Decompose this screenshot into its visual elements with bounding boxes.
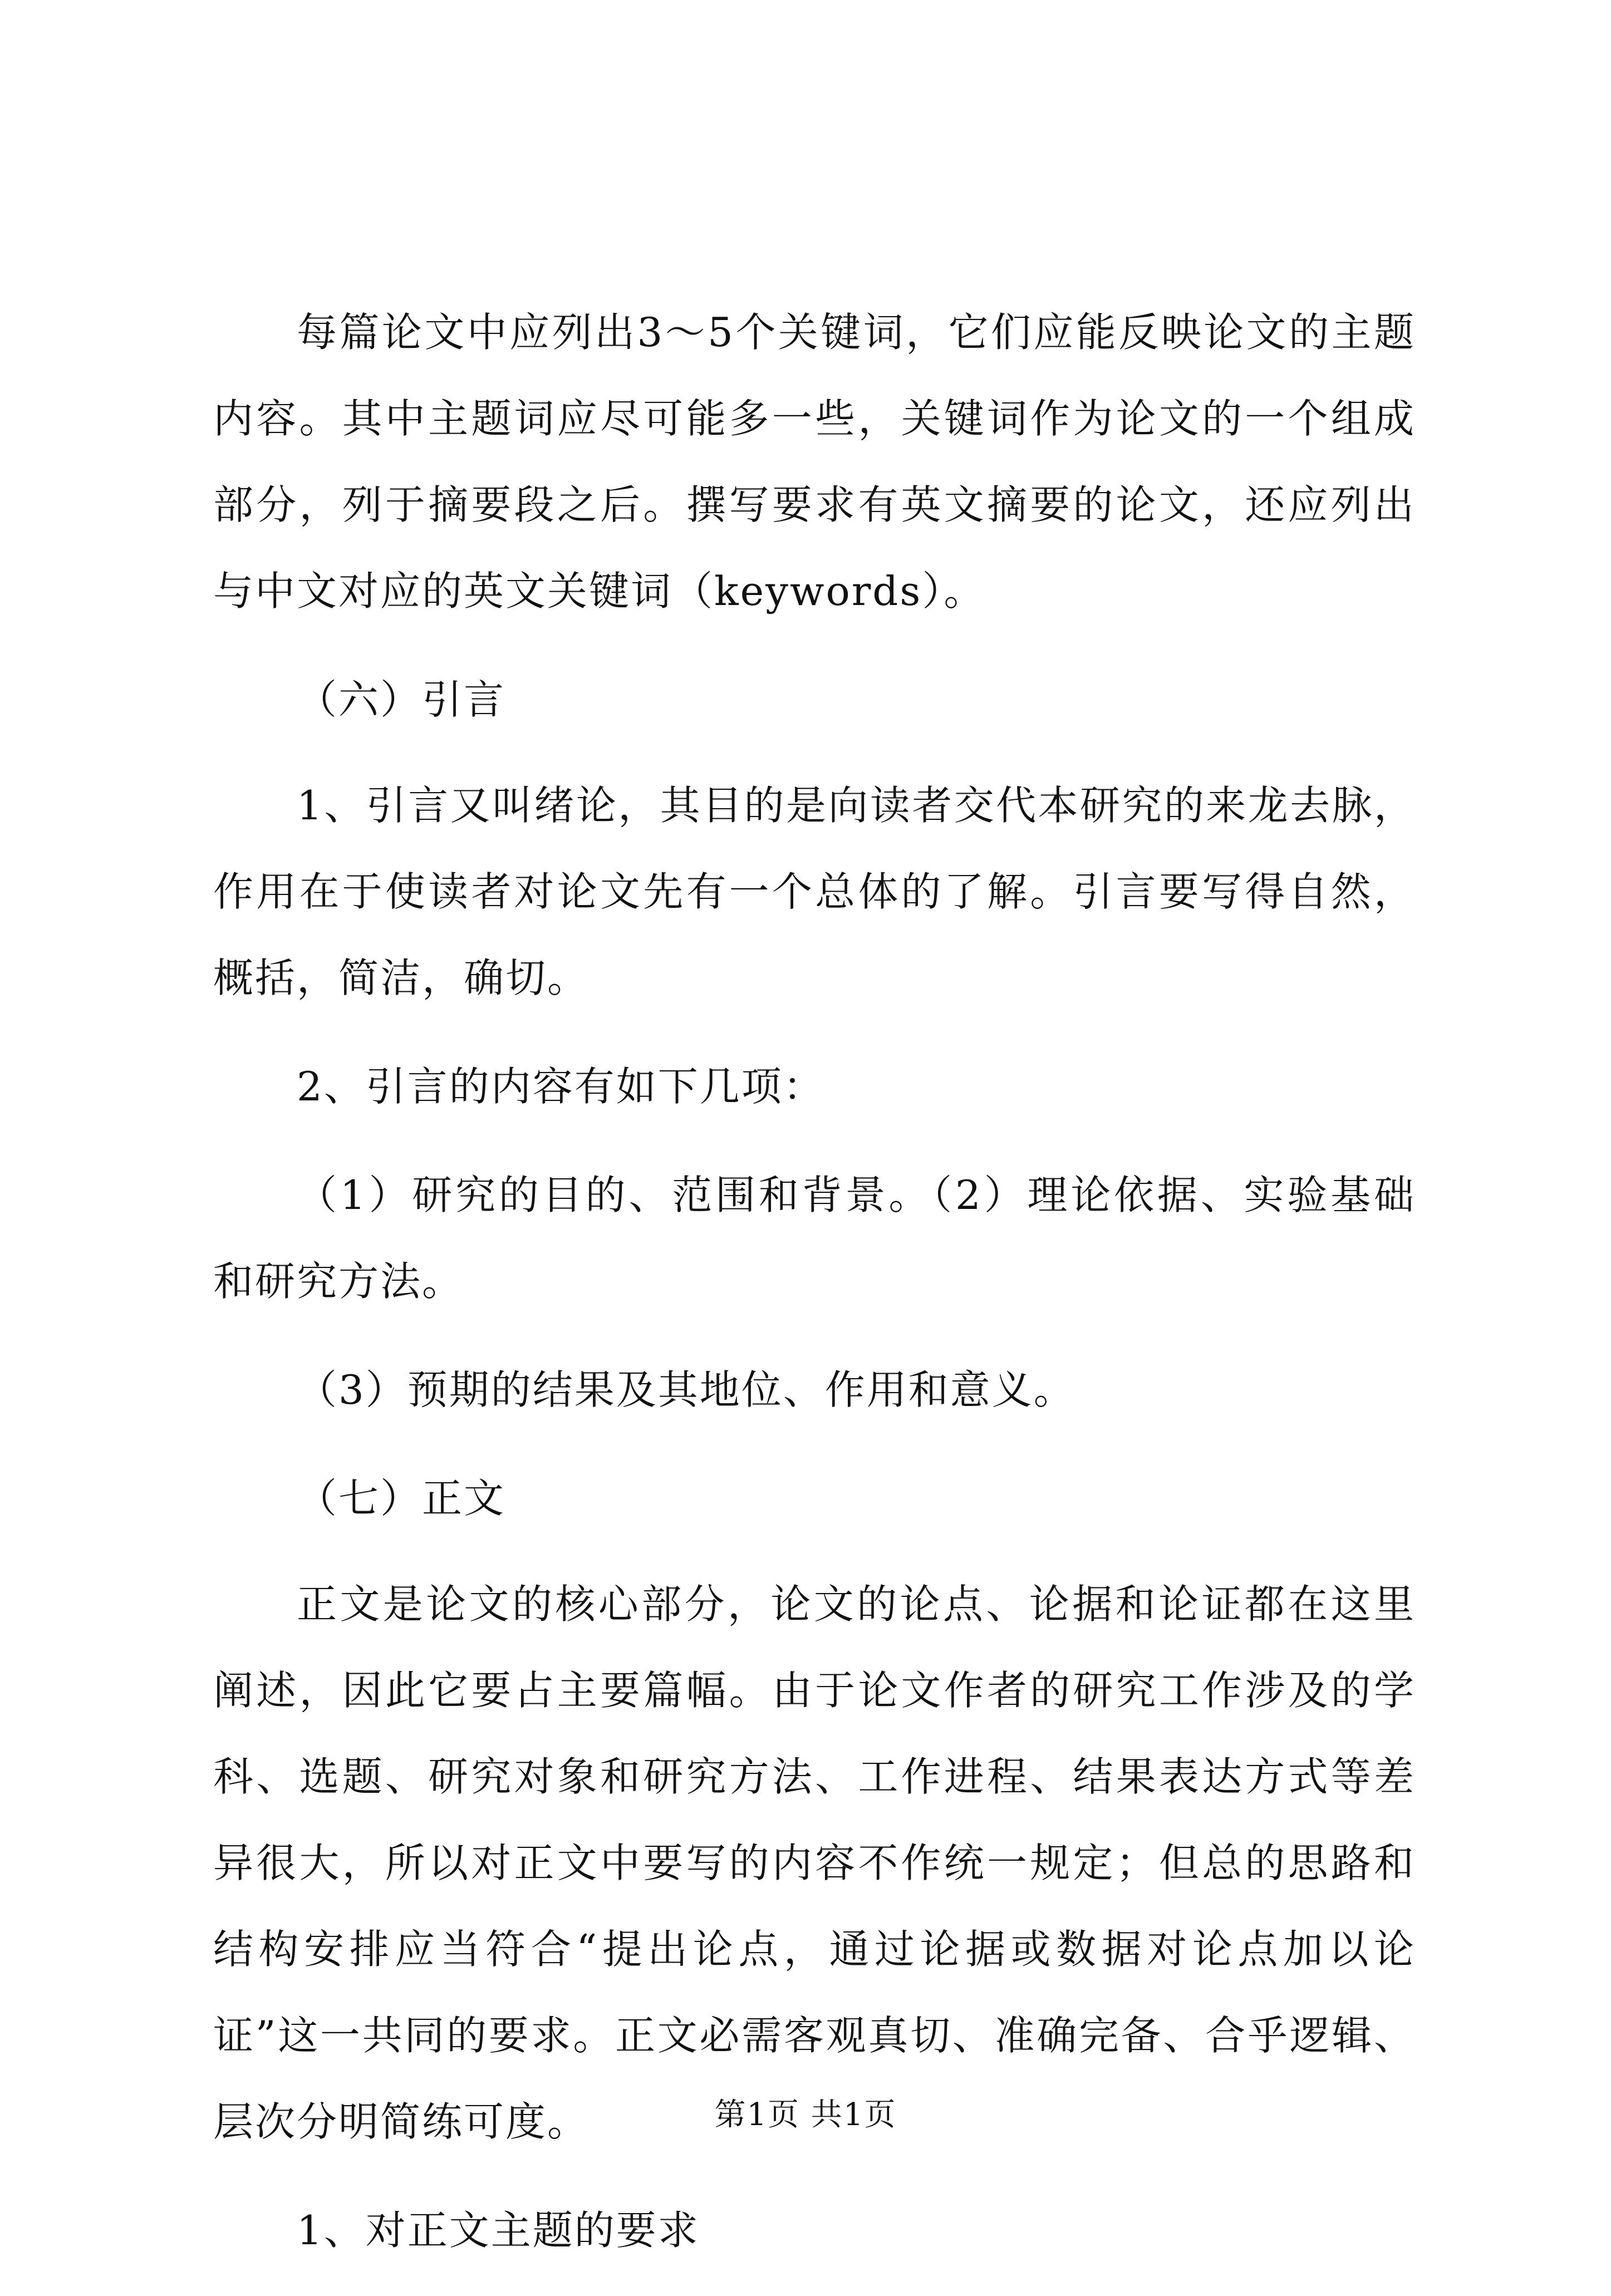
page-footer: 第1页 共1页 (714, 2097, 897, 2133)
section-heading-introduction: （六）引言 (297, 676, 506, 723)
main-text-subheading: 1、对正文主题的要求 (297, 2207, 700, 2254)
introduction-items-1-2: （1）研究的目的、范围和背景。（2）理论依据、实验基础和研究方法。 (213, 1172, 1416, 1305)
introduction-item-3: （3）预期的结果及其地位、作用和意义。 (297, 1366, 1075, 1413)
main-text-paragraph: 正文是论文的核心部分，论文的论点、论据和论证都在这里阐述，因此它要占主要篇幅。由于论文作者的研究工作涉及的学科、选题、研究对象和研究方法、工作进程、结果表达方式等差异很大，所以对正文中要写的内容不作统一规定；但总的思路和结构安排应当符合“提出论点，通过论据或数据对论点加以论证”这一共同的要求。正文必需客观真切、准确完备、合乎逻辑、层次分明简练可度。 (213, 1581, 1416, 2145)
keywords-paragraph: 每篇论文中应列出3～5个关键词，它们应能反映论文的主题内容。其中主题词应尽可能多一些，关键词作为论文的一个组成部分，列于摘要段之后。撰写要求有英文摘要的论文，还应列出与中文对应的英文关键词（keywords）。 (213, 309, 1416, 614)
introduction-definition-paragraph: 1、引言又叫绪论，其目的是向读者交代本研究的来龙去脉，作用在于使读者对论文先有一个总体的了解。引言要写得自然，概括，简洁，确切。 (213, 782, 1416, 1001)
section-heading-main-text: （七）正文 (297, 1475, 506, 1522)
introduction-content-intro: 2、引言的内容有如下几项： (297, 1063, 825, 1110)
document-body (213, 289, 1416, 2296)
